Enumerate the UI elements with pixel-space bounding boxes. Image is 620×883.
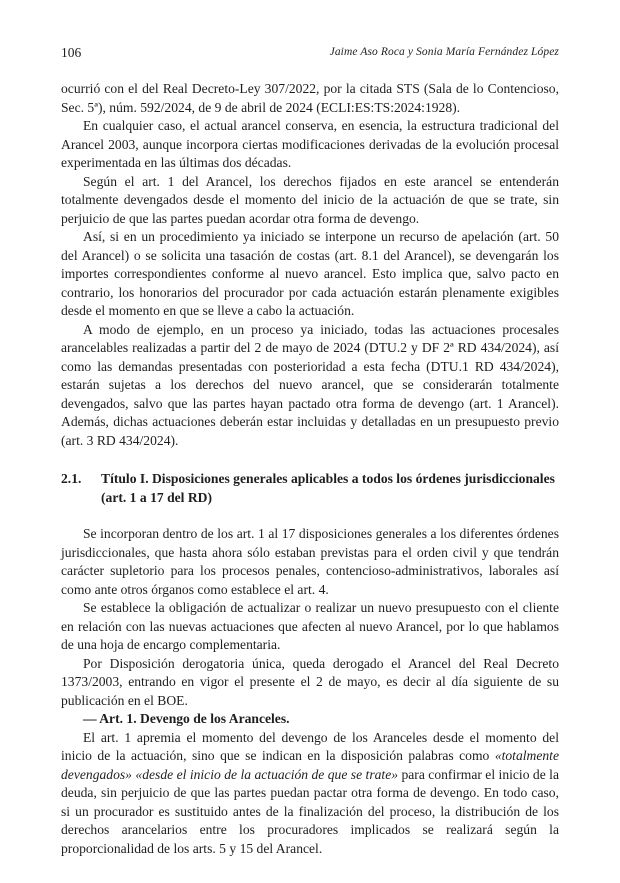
article-paragraph: [61, 729, 559, 859]
section-title: Título I. Disposiciones generales aplicables a todos los órdenes jurisdiccionales (art. 1 a 17 del RD): [101, 471, 555, 505]
paragraph: Se incorporan dentro de los art. 1 al 17 disposiciones generales a los diferentes órdenes jurisdiccionales, que hasta ahora sólo estaban previstas para el orden civil y que tendrán carácter supletorio para los procesos penales, contencioso-administrativos, laborales así como ante otros órganos como establece el art. 4.: [61, 526, 559, 597]
paragraph: Se establece la obligación de actualizar o realizar un nuevo presupuesto con el cliente en relación con las nuevas actuaciones que afecten al nuevo Arancel, por lo que hablamos de una hoja de encargo complementaria.: [61, 600, 559, 652]
article-heading: — Art. 1. Devengo de los Aranceles.: [83, 711, 290, 726]
paragraph: Según el art. 1 del Arancel, los derechos fijados en este arancel se entenderán totalmente devengados desde el momento del inicio de la actuación de que se trate, sin perjuicio de que las partes puedan acordar otra forma de devengo.: [61, 173, 559, 226]
quote: «desde el inicio de la actuación de que se trate»: [135, 766, 399, 782]
section-heading: [61, 470, 559, 507]
paragraph: A modo de ejemplo, en un proceso ya iniciado, todas las actuaciones procesales arancelables realizadas a partir del 2 de mayo de 2024 (DTU.2 y DF 2ª RD 434/2024), así como las demandas presentadas con posterioridad a esta fecha (DTU.1 RD 434/2024), estarán sujetas a los derechos del nuevo arancel, que se considerarán totalmente devengados, salvo que las partes hayan pactado otra forma de devengo (art. 1 Arancel). Además, dichas actuaciones deberán estar incluidas y detalladas en un presupuesto previo (art. 3 RD 434/2024).: [61, 321, 559, 448]
article-text: El art. 1 apremia el momento del devengo de los Aranceles desde el momento del inicio de la actuación, sino que se indican en la disposición palabras como: [61, 729, 559, 763]
page-number: 106: [61, 45, 82, 60]
article-text: para confirmar el inicio de la deuda, sin perjuicio de que las partes puedan pactar otra forma de devengo. En todo caso, si un procurador es sustituido antes de la finalización del proceso, la distribución de los derechos arancelarios entre los procuradores implicados se realizará según la proporcionalidad de los arts. 5 y 15 del Arancel.: [61, 766, 559, 856]
paragraph: Así, si en un procedimiento ya iniciado se interpone un recurso de apelación (art. 50 del Arancel) o se solicita una tasación de costas (art. 8.1 del Arancel), se devengarán los importes correspondientes conforme al nuevo arancel. Esto implica que, salvo pacto en contrario, los honorarios del procurador por cada actuación estarán plenamente exigibles desde el momento en que se lleve a cabo la actuación.: [61, 229, 559, 318]
paragraph: Por Disposición derogatoria única, queda derogado el Arancel del Real Decreto 1373/2003, entrando en vigor el presente el 2 de mayo, es decir al día siguiente de su publicación en el BOE.: [61, 655, 559, 708]
page-body: [61, 80, 559, 858]
quote: «totalmente devengados»: [61, 748, 559, 782]
paragraph: En cualquier caso, el actual arancel conserva, en esencia, la estructura tradicional del Arancel 2003, aunque incorpora ciertas modificaciones derivadas de la evolución procesal experimentada en las últimas dos décadas.: [61, 118, 559, 170]
paragraph: ocurrió con el del Real Decreto-Ley 307/2022, por la citada STS (Sala de lo Contencioso, Sec. 5ª), núm. 592/2024, de 9 de abril de 2024 (ECLI:ES:TS:2024:1928).: [61, 81, 559, 115]
section-number: 2.1.: [61, 471, 82, 486]
running-head: Jaime Aso Roca y Sonia María Fernández López: [329, 46, 559, 58]
